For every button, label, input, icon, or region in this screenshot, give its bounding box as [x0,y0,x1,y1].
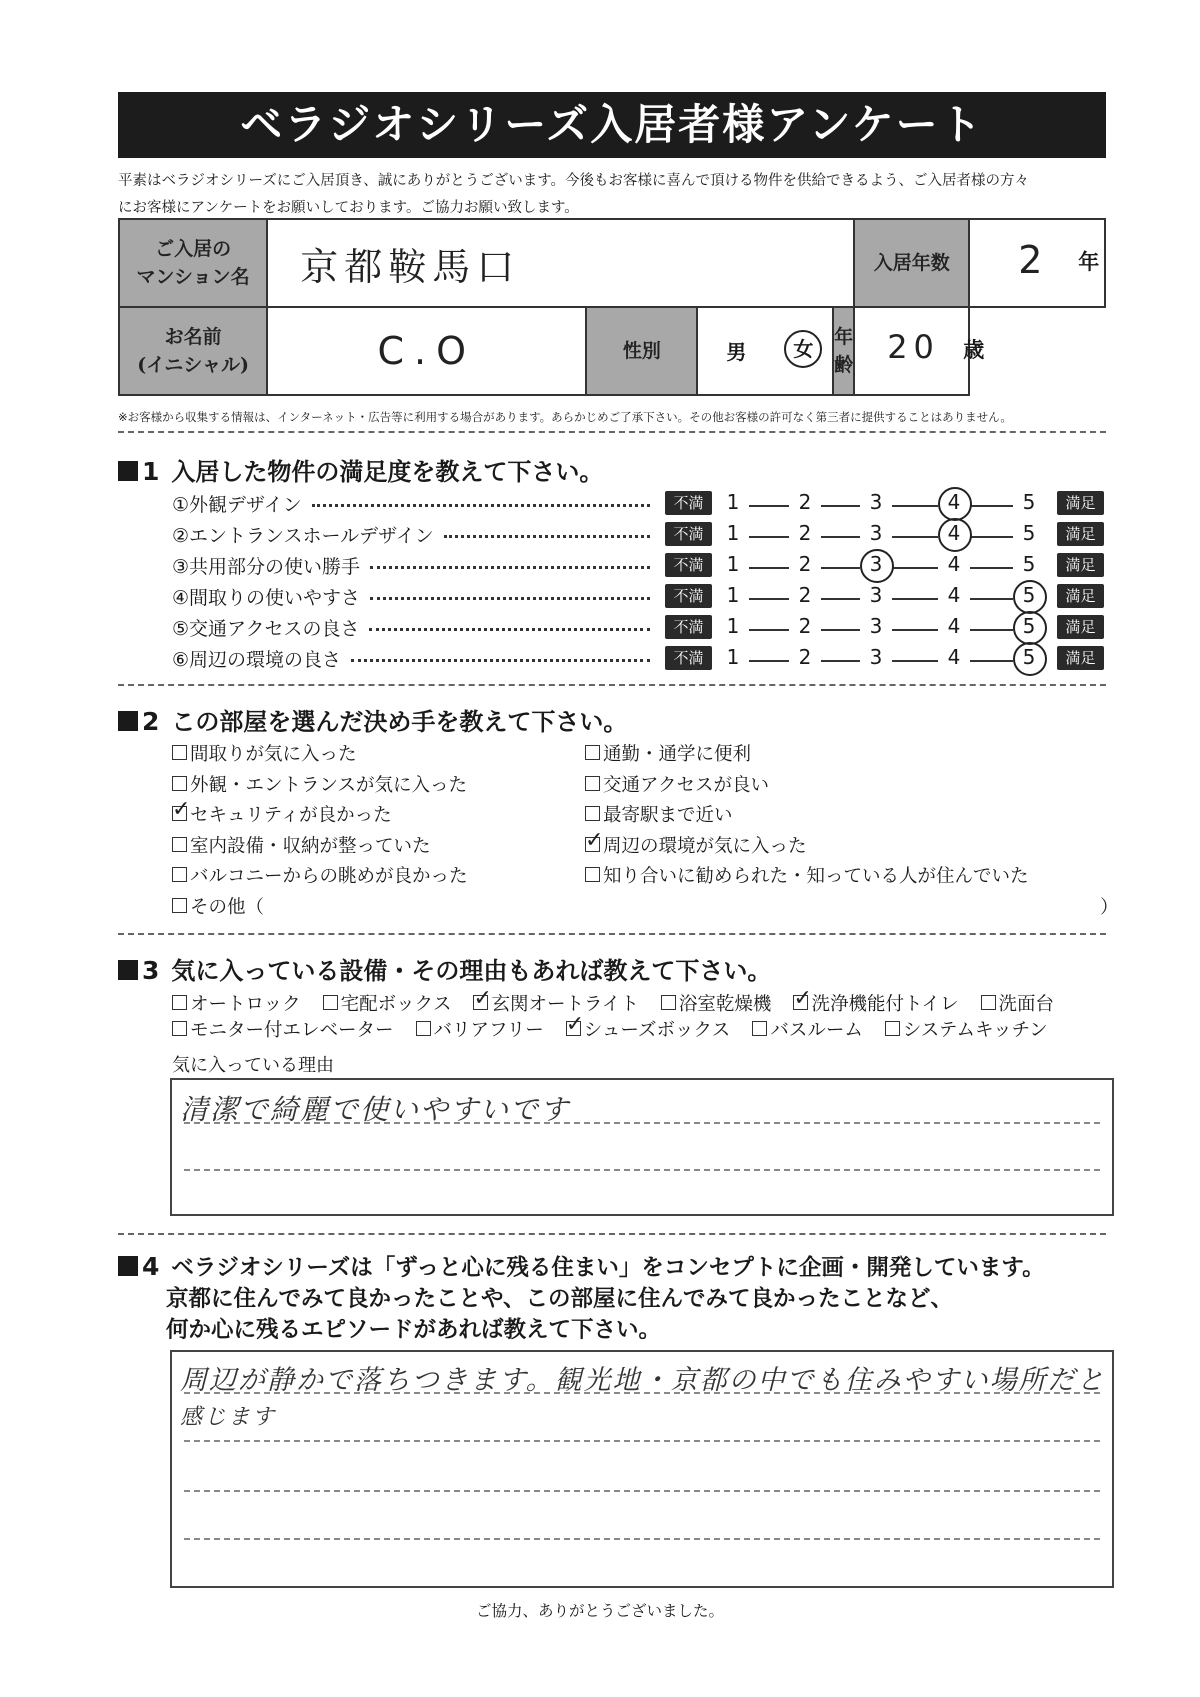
equipment-label: オートロック [190,994,301,1015]
scale-option-3[interactable]: 3 [869,552,883,576]
option-label: 通勤・通学に便利 [603,744,752,765]
checkbox[interactable] [416,1021,431,1036]
name-value: C.O [377,329,477,373]
checkbox[interactable] [981,995,996,1010]
equipment-option[interactable] [566,1016,731,1042]
dotted-leader [312,504,650,507]
scale-option-1[interactable]: 1 [726,490,740,514]
respondent-info-table [118,218,1106,396]
checkbox[interactable] [752,1021,767,1036]
checkbox[interactable] [323,995,338,1010]
scale-option-2[interactable]: 2 [798,583,812,607]
dotted-leader [370,597,650,600]
option-item[interactable] [172,740,357,766]
survey-title: ベラジオシリーズ入居者様アンケート [118,92,1106,158]
checkbox[interactable] [172,898,187,913]
scale-option-5[interactable]: 5 [1022,614,1036,638]
q4-number: 4 [142,1252,160,1281]
q4-heading [118,1251,1045,1346]
mansion-label-line-1: ご入居の [155,238,232,260]
equipment-label: バスルーム [770,1020,863,1041]
selected-rating-circle [860,549,894,583]
scale-option-2[interactable]: 2 [798,645,812,669]
age-value: 20 [887,328,940,366]
scale-option-3[interactable]: 3 [869,490,883,514]
scale-option-4[interactable]: 4 [947,552,961,576]
checked-checkbox[interactable] [566,1021,581,1036]
answer-line [184,1122,1100,1124]
checkbox[interactable] [172,745,187,760]
rating-item-label: ④間取りの使いやすさ [172,587,361,609]
answer-line [184,1440,1100,1442]
q3-reason-text: 清潔で綺麗で使いやすいです [180,1093,571,1126]
q3-title: 気に入っている設備・その理由もあれば教えて下さい。 [171,956,772,985]
q1-title: 入居した物件の満足度を教えて下さい。 [171,457,604,486]
scale-connector [821,598,860,600]
equipment-label: システムキッチン [902,1020,1048,1041]
option-item[interactable] [585,801,733,827]
scale-option-3[interactable]: 3 [869,521,883,545]
intro-line-2: にお客様にアンケートをお願いしております。ご協力お願い致します。 [118,200,579,216]
scale-connector [749,505,789,507]
option-label: 外観・エントランスが気に入った [190,774,467,796]
checkbox[interactable] [172,837,187,852]
scale-connector [749,629,789,631]
rating-row [0,583,1200,614]
selected-rating-circle [938,518,972,552]
thank-you-footer: ご協力、ありがとうございました。 [475,1602,724,1620]
scale-connector [892,567,938,569]
dotted-leader [370,566,650,569]
scale-connector [970,567,1013,569]
years-field[interactable] [969,219,1105,307]
option-label: 室内設備・収納が整っていた [190,835,431,857]
equipment-label: 宅配ボックス [340,994,452,1015]
dissatisfied-badge: 不満 [665,491,712,515]
scale-option-5[interactable]: 5 [1022,583,1036,607]
checkbox[interactable] [661,995,676,1010]
scale-connector [970,598,1013,600]
scale-option-2[interactable]: 2 [798,521,812,545]
scale-option-5[interactable]: 5 [1022,521,1036,545]
mansion-name-label [119,219,267,307]
equipment-label: 玄関オートライト [491,994,639,1015]
rating-item-label: ③共用部分の使い勝手 [172,556,361,578]
q4-title-line-2: 京都に住んでみて良かったことや、この部屋に住んでみて良かったことなど、 [166,1286,954,1312]
dissatisfied-badge: 不満 [665,522,712,546]
selected-rating-circle [1013,580,1047,614]
checkbox[interactable] [585,806,600,821]
q4-answer-box[interactable] [170,1350,1114,1588]
equipment-label: シューズボックス [583,1020,731,1041]
gender-female-option-circled[interactable]: 女 [784,330,822,368]
checkbox[interactable] [172,995,187,1010]
scale-option-4[interactable]: 4 [947,521,961,545]
scale-option-5[interactable]: 5 [1022,552,1036,576]
checkbox[interactable] [172,1021,187,1036]
q2-other-option[interactable] [172,893,264,919]
divider-3 [118,933,1106,935]
rating-row [0,614,1200,645]
q2-other-close: ） [1100,897,1119,918]
years-label: 入居年数 [854,219,969,307]
q3-equipment-row-1 [172,990,1076,1016]
scale-connector [892,536,938,538]
scale-option-4[interactable]: 4 [947,490,961,514]
option-label: 最寄駅まで近い [603,805,733,826]
selected-rating-circle [1013,611,1047,645]
answer-line [184,1490,1100,1492]
dissatisfied-badge: 不満 [665,584,712,608]
satisfied-badge: 満足 [1057,646,1104,670]
checkbox[interactable] [172,776,187,791]
scale-option-4[interactable]: 4 [947,645,961,669]
name-field[interactable] [267,307,586,395]
q4-answer-line-1: 周辺が静かで落ちつきます。観光地・京都の中でも住みやすい場所だと [180,1365,1106,1396]
option-item[interactable] [585,771,769,797]
scale-option-5[interactable]: 5 [1022,490,1036,514]
rating-row [0,521,1200,552]
years-value: 2 [1018,238,1043,282]
scale-connector [821,505,860,507]
satisfied-badge: 満足 [1057,553,1104,577]
equipment-option[interactable] [416,1016,544,1042]
q4-title-line-1: ベラジオシリーズは「ずっと心に残る住まい」をコンセプトに企画・開発しています。 [171,1255,1045,1281]
years-unit: 年 [1078,249,1100,274]
scale-option-3[interactable]: 3 [869,583,883,607]
option-item[interactable] [585,832,807,858]
checked-checkbox[interactable] [172,806,187,821]
option-label: セキュリティが良かった [190,805,392,826]
q3-number: 3 [142,956,160,985]
gender-field[interactable] [697,307,833,395]
q2-number: 2 [142,707,160,736]
scale-option-3[interactable]: 3 [869,645,883,669]
dissatisfied-badge: 不満 [665,553,712,577]
name-label-line-1: お名前 [164,326,222,348]
age-field[interactable] [854,307,985,395]
scale-option-5[interactable]: 5 [1022,645,1036,669]
scale-option-4[interactable]: 4 [947,583,961,607]
answer-line [184,1169,1100,1171]
section-square-icon [118,711,138,731]
q3-heading [118,951,771,986]
checkbox[interactable] [885,1021,900,1036]
divider-1 [118,431,1106,433]
age-unit: 歳 [963,337,985,362]
section-square-icon [118,461,138,481]
option-label: 周辺の環境が気に入った [603,835,807,857]
equipment-option[interactable] [793,990,958,1016]
scale-connector [749,567,789,569]
option-label: 知り合いに勧められた・知っている人が住んでいた [603,866,1029,887]
mansion-name-value: 京都鞍馬口 [300,244,521,289]
q1-heading [118,452,603,487]
scale-option-2[interactable]: 2 [798,552,812,576]
equipment-option[interactable] [661,990,772,1016]
checked-checkbox[interactable] [473,995,488,1010]
name-label-line-2: (イニシャル) [137,354,250,376]
scale-connector [892,629,938,631]
selected-rating-circle [1013,642,1047,676]
rating-item-label: ⑥周辺の環境の良さ [172,649,342,671]
option-item[interactable] [172,862,468,888]
scale-connector [821,629,860,631]
scale-connector [892,598,938,600]
scale-connector [749,660,789,662]
checkbox[interactable] [585,776,600,791]
checked-checkbox[interactable] [793,995,808,1010]
scale-option-1[interactable]: 1 [726,521,740,545]
rating-item-label: ①外観デザイン [172,494,302,516]
gender-male-option[interactable]: 男 [726,340,747,364]
rating-item-label: ②エントランスホールデザイン [172,525,434,547]
section-square-icon [118,960,138,980]
option-label: バルコニーからの眺めが良かった [190,866,468,887]
checkbox[interactable] [172,867,187,882]
scale-connector [892,505,938,507]
q2-title: この部屋を選んだ決め手を教えて下さい。 [171,707,628,736]
equipment-label: 洗浄機能付トイレ [811,994,959,1015]
scale-connector [821,567,860,569]
option-item[interactable] [172,771,467,797]
satisfied-badge: 満足 [1057,615,1104,639]
age-label: 年齢 [833,307,854,395]
divider-4 [118,1233,1106,1235]
dissatisfied-badge: 不満 [665,615,712,639]
scale-connector [970,536,1013,538]
dissatisfied-badge: 不満 [665,646,712,670]
dotted-leader [369,628,650,631]
scale-option-1[interactable]: 1 [726,583,740,607]
equipment-option[interactable] [323,990,452,1016]
scale-connector [749,536,789,538]
scale-option-1[interactable]: 1 [726,645,740,669]
scale-option-1[interactable]: 1 [726,552,740,576]
scale-option-2[interactable]: 2 [798,490,812,514]
equipment-option[interactable] [172,1016,394,1042]
q2-other-label: その他（ [190,897,265,918]
privacy-note: ※お客様から収集する情報は、インターネット・広告等に利用する場合があります。あらかじめご了承下さい。その他お客様の許可なく第三者に提供することはありません。 [118,410,1012,424]
satisfied-badge: 満足 [1057,584,1104,608]
scale-option-4[interactable]: 4 [947,614,961,638]
gender-label: 性別 [586,307,697,395]
divider-2 [118,684,1106,686]
scale-connector [749,598,789,600]
scale-connector [970,629,1013,631]
answer-line [184,1538,1100,1540]
equipment-option[interactable] [752,1016,863,1042]
equipment-option[interactable] [981,990,1055,1016]
scale-connector [821,536,860,538]
option-item[interactable] [585,740,751,766]
equipment-label: 浴室乾燥機 [678,994,772,1015]
name-label [119,307,267,395]
satisfied-badge: 満足 [1057,522,1104,546]
option-label: 交通アクセスが良い [603,774,769,796]
equipment-label: バリアフリー [433,1020,544,1041]
q4-answer-line-2: 感じます [180,1405,277,1430]
q1-number: 1 [142,457,160,486]
answer-line [184,1392,1100,1394]
checkbox[interactable] [585,745,600,760]
option-item[interactable] [585,862,1029,888]
option-label: 間取りが気に入った [190,744,357,765]
q3-equipment-row-2 [172,1016,1070,1042]
scale-connector [892,660,938,662]
mansion-name-field[interactable] [267,219,854,307]
equipment-option[interactable] [885,1016,1048,1042]
equipment-label: 洗面台 [998,994,1055,1015]
dotted-leader [444,535,650,538]
option-item[interactable] [172,832,431,858]
scale-connector [821,660,860,662]
q3-reason-label: 気に入っている理由 [172,1055,334,1076]
selected-rating-circle [938,487,972,521]
scale-option-2[interactable]: 2 [798,614,812,638]
scale-option-3[interactable]: 3 [869,614,883,638]
dotted-leader [351,659,650,662]
q2-heading [118,702,627,737]
scale-connector [970,505,1013,507]
scale-connector [970,660,1013,662]
rating-row [0,552,1200,583]
q3-reason-box[interactable] [170,1078,1114,1216]
equipment-option[interactable] [172,990,301,1016]
rating-row [0,490,1200,521]
mansion-label-line-2: マンション名 [136,266,250,288]
option-item[interactable] [172,801,392,827]
intro-line-1: 平素はベラジオシリーズにご入居頂き、誠にありがとうございます。今後もお客様に喜んで頂ける物件を供給できるよう、ご入居者様の方々 [118,173,1030,189]
q4-title-line-3: 何か心に残るエピソードがあれば教えて下さい。 [166,1317,662,1343]
rating-row [0,645,1200,676]
satisfied-badge: 満足 [1057,491,1104,515]
intro-text [118,168,1108,222]
section-square-icon [118,1256,138,1276]
checkbox[interactable] [585,867,600,882]
equipment-option[interactable] [473,990,638,1016]
equipment-label: モニター付エレベーター [190,1020,394,1041]
rating-item-label: ⑤交通アクセスの良さ [172,618,360,640]
checked-checkbox[interactable] [585,837,600,852]
scale-option-1[interactable]: 1 [726,614,740,638]
